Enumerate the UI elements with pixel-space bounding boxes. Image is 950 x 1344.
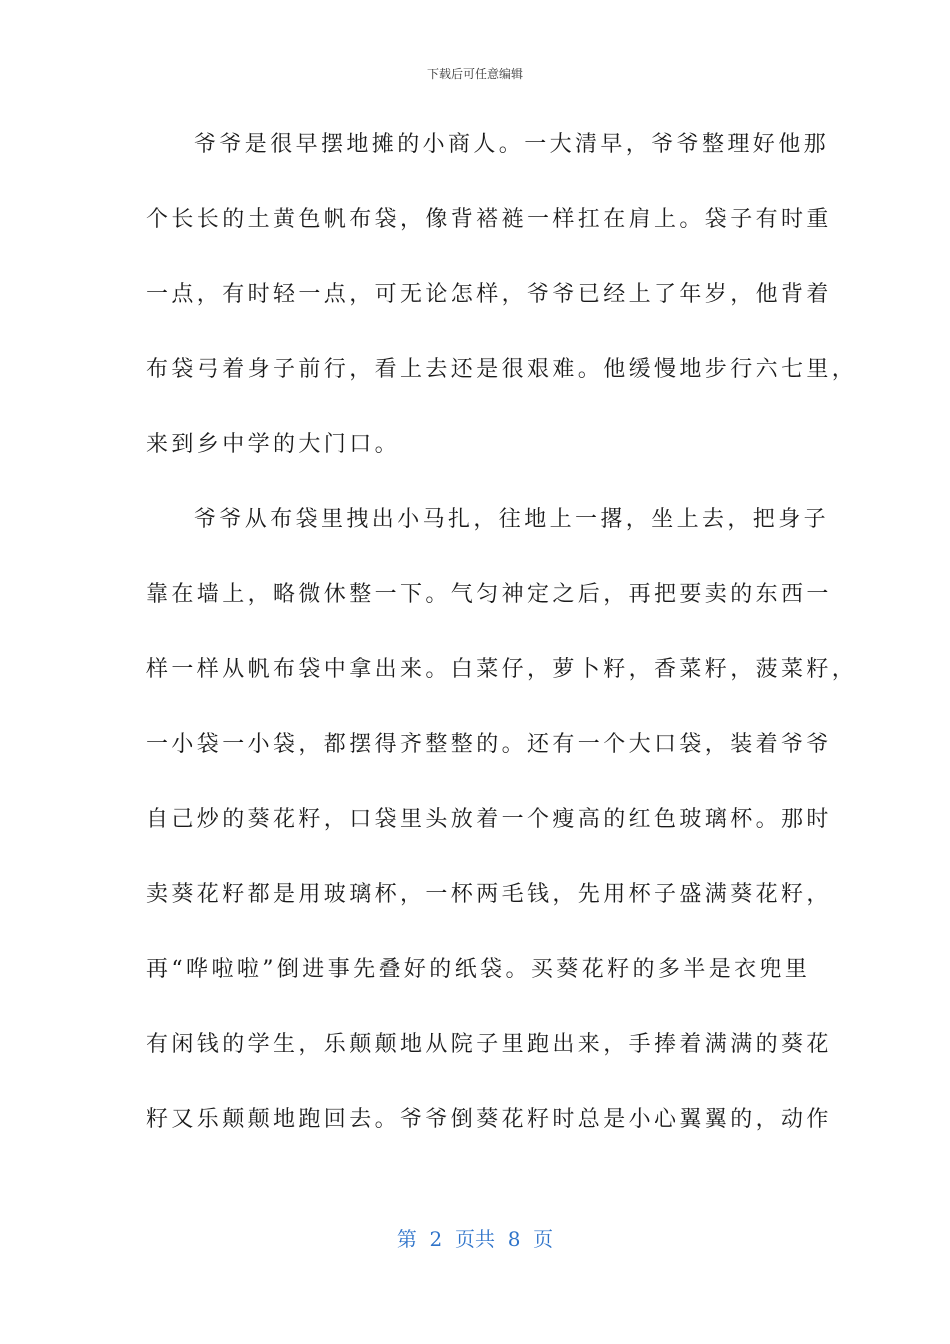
paragraph-2-line-8: 有闲钱的学生，乐颠颠地从院子里跑出来，手捧着满满的葵花 xyxy=(146,1032,832,1057)
paragraph-1-line-5: 来到乡中学的大门口。 xyxy=(146,432,401,457)
paragraph-2-line-3: 样一样从帆布袋中拿出来。白菜仔，萝卜籽，香菜籽，菠菜籽， xyxy=(146,657,858,682)
page-header: 下载后可任意编辑 xyxy=(426,67,523,81)
paragraph-1-line-4: 布袋弓着身子前行，看上去还是很艰难。他缓慢地步行六七里， xyxy=(146,357,858,382)
paragraph-2-line-7: 再“哗啦啦”倒进事先叠好的纸袋。买葵花籽的多半是衣兜里 xyxy=(146,957,811,982)
paragraph-1-line-3: 一点，有时轻一点，可无论怎样，爷爷已经上了年岁，他背着 xyxy=(146,282,832,307)
page-number: 第 2 页共 8 页 xyxy=(396,1227,554,1251)
paragraph-2-line-5: 自己炒的葵花籽，口袋里头放着一个瘦高的红色玻璃杯。那时 xyxy=(146,807,832,832)
paragraph-2-line-6: 卖葵花籽都是用玻璃杯，一杯两毛钱，先用杯子盛满葵花籽， xyxy=(146,882,832,907)
paragraph-1-line-2: 个长长的土黄色帆布袋，像背褡裢一样扛在肩上。袋子有时重 xyxy=(146,207,832,232)
document-body xyxy=(146,120,858,1170)
paragraph-2-line-9: 籽又乐颠颠地跑回去。爷爷倒葵花籽时总是小心翼翼的，动作 xyxy=(146,1107,832,1132)
paragraph-2-line-2: 靠在墙上，略微休整一下。气匀神定之后，再把要卖的东西一 xyxy=(146,582,832,607)
paragraph-2-line-1: 爷爷从布袋里拽出小马扎，往地上一撂，坐上去，把身子 xyxy=(194,507,830,532)
paragraph-1-line-1: 爷爷是很早摆地摊的小商人。一大清早，爷爷整理好他那 xyxy=(194,132,830,157)
paragraph-2-line-4: 一小袋一小袋，都摆得齐整整的。还有一个大口袋，装着爷爷 xyxy=(146,732,832,757)
